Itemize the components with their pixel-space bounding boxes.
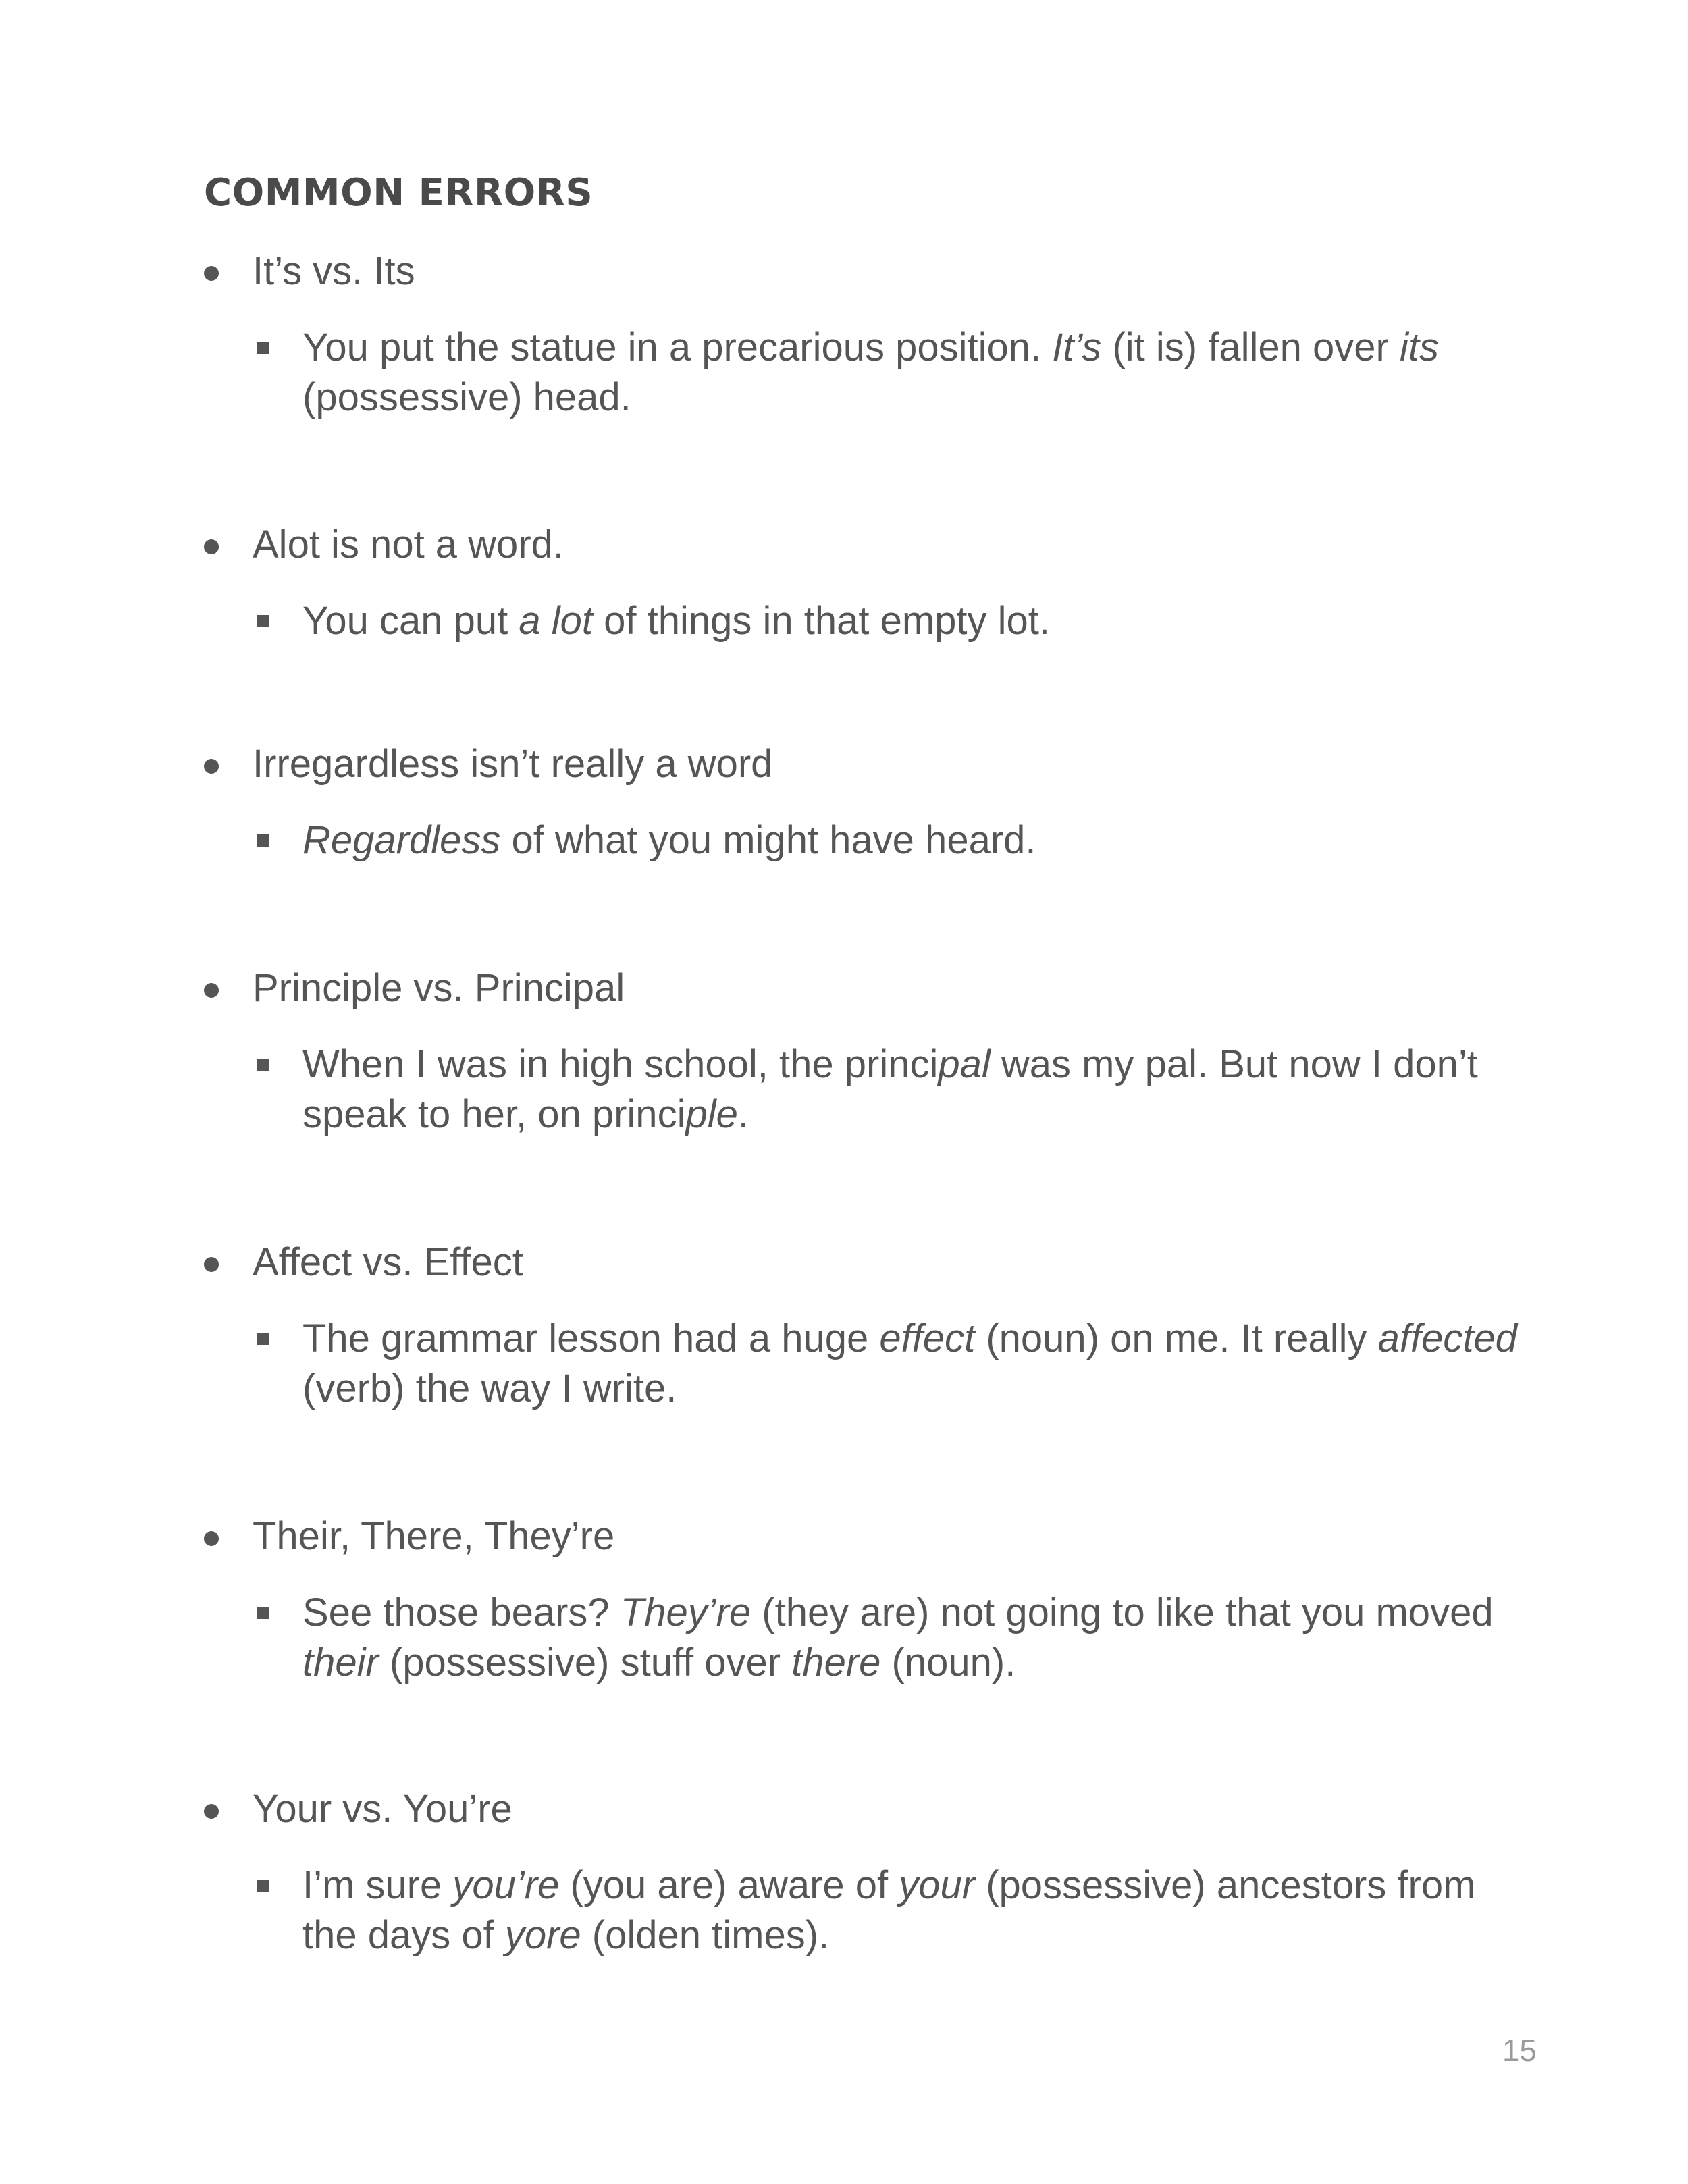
error-item: [204, 967, 1527, 1140]
example-emphasis: there: [791, 1641, 881, 1684]
example-text: (noun).: [880, 1641, 1016, 1684]
error-item: [204, 523, 1527, 646]
example-emphasis: pal: [938, 1042, 991, 1086]
error-item-title-text: Your vs. You’re: [253, 1787, 512, 1831]
error-item: [204, 1788, 1527, 1961]
error-item-title: [204, 523, 1527, 566]
page-number: 15: [1502, 2033, 1537, 2068]
bullet-square-icon: [257, 1880, 269, 1892]
error-item-title: [204, 1515, 1527, 1558]
example-emphasis: affected: [1377, 1316, 1517, 1360]
bullet-square-icon: [257, 1333, 269, 1345]
example-sentence: [204, 1040, 1527, 1140]
error-item-title: [204, 1241, 1527, 1284]
error-item-title-text: Alot is not a word.: [253, 523, 564, 566]
example-text: (possessive) stuff over: [378, 1641, 792, 1684]
error-item-title: [204, 250, 1527, 293]
example-text: of what you might have heard.: [500, 818, 1036, 862]
example-text: (they are) not going to like that you moved: [751, 1591, 1494, 1634]
example-text: .: [737, 1092, 749, 1136]
bullet-dot-icon: [204, 1257, 219, 1272]
example-text: (it is) fallen over: [1101, 325, 1400, 369]
example-text: (you are) aware of: [559, 1863, 899, 1907]
example-text: (noun) on me. It really: [975, 1316, 1378, 1360]
bullet-dot-icon: [204, 983, 219, 998]
example-text: You can put: [302, 599, 519, 643]
error-item-title: [204, 1788, 1527, 1831]
example-sentence: [204, 596, 1527, 646]
error-item-title: [204, 743, 1527, 786]
example-text: The grammar lesson had a huge: [302, 1316, 880, 1360]
example-emphasis: It’s: [1052, 325, 1102, 369]
example-emphasis: Regardless: [302, 818, 501, 862]
example-sentence: [204, 1861, 1527, 1961]
error-item: [204, 1241, 1527, 1414]
example-sentence: [204, 323, 1527, 423]
error-item-title-text: Their, There, They’re: [253, 1514, 615, 1558]
error-item: [204, 743, 1527, 865]
example-emphasis: you’re: [452, 1863, 560, 1907]
example-emphasis: your: [899, 1863, 976, 1907]
example-text: When I was in high school, the princi: [302, 1042, 939, 1086]
example-emphasis: ple: [685, 1092, 738, 1136]
bullet-dot-icon: [204, 1531, 219, 1546]
example-sentence: [204, 816, 1527, 865]
bullet-dot-icon: [204, 759, 219, 774]
error-item: [204, 1515, 1527, 1688]
example-text: You put the statue in a precarious position.: [302, 325, 1053, 369]
bullet-square-icon: [257, 1607, 269, 1619]
error-item-title: [204, 967, 1527, 1010]
error-item-title-text: Principle vs. Principal: [253, 966, 625, 1010]
error-item-title-text: It’s vs. Its: [253, 249, 415, 293]
bullet-dot-icon: [204, 266, 219, 281]
error-item-title-text: Affect vs. Effect: [253, 1240, 523, 1284]
bullet-dot-icon: [204, 539, 219, 554]
error-item: [204, 250, 1527, 423]
bullet-square-icon: [257, 342, 269, 354]
bullet-square-icon: [257, 834, 269, 847]
example-emphasis: its: [1399, 325, 1439, 369]
example-emphasis: a lot: [519, 599, 593, 643]
example-text: of things in that empty lot.: [593, 599, 1051, 643]
example-emphasis: yore: [504, 1913, 581, 1957]
example-text: See those bears?: [302, 1591, 621, 1634]
bullet-square-icon: [257, 1059, 269, 1071]
example-text: (olden times).: [581, 1913, 830, 1957]
error-item-title-text: Irregardless isn’t really a word: [253, 742, 773, 786]
example-text: (verb) the way I write.: [302, 1366, 677, 1410]
example-sentence: [204, 1588, 1527, 1688]
example-sentence: [204, 1314, 1527, 1414]
bullet-dot-icon: [204, 1804, 219, 1819]
example-text: (possessive) head.: [302, 375, 631, 419]
example-emphasis: effect: [879, 1316, 976, 1360]
example-emphasis: their: [302, 1641, 379, 1684]
section-heading: COMMON ERRORS: [204, 171, 594, 215]
example-emphasis: They’re: [620, 1591, 751, 1634]
example-text: (possessive) ancestors from the days of: [302, 1863, 1476, 1957]
example-text: I’m sure: [302, 1863, 453, 1907]
bullet-square-icon: [257, 615, 269, 627]
example-text: was my pal. But now I don’t speak to her, on princi: [302, 1042, 1478, 1136]
